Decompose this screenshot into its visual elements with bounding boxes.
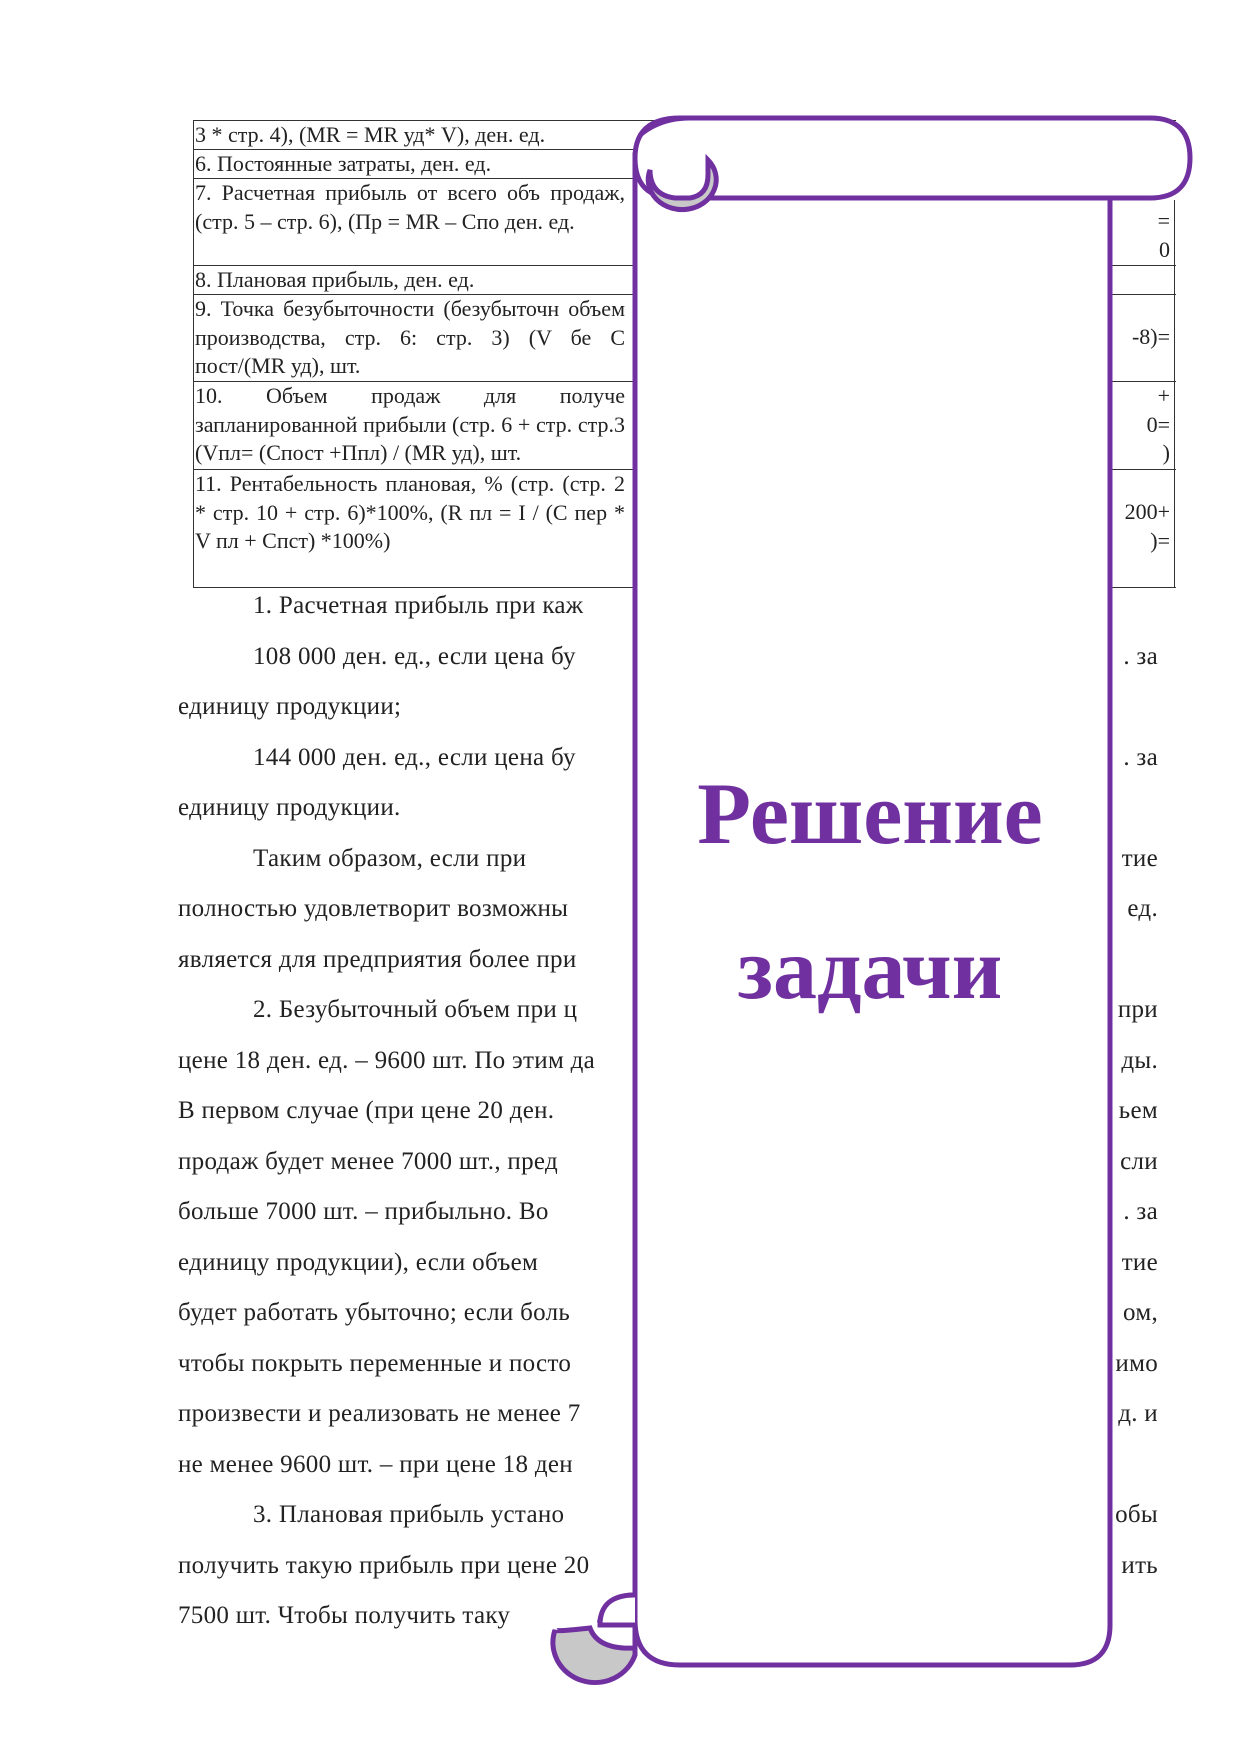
body-line-right: при bbox=[1117, 996, 1158, 1023]
table-cell-label: 9. Точка безубыточности (безубыточн объем производства, стр. 6: стр. 3) (V бе С пост/(MR уд), шт. bbox=[195, 296, 625, 378]
body-line-left: В первом случае (при цене 20 ден. bbox=[178, 1097, 555, 1124]
table-cell-label: 7. Расчетная прибыль от всего объ продаж, (стр. 5 – стр. 6), (Пр = MR – Спо ден. ед. bbox=[195, 180, 625, 234]
table-cell-label: 3 * стр. 4), (MR = MR уд* V), ден. ед. bbox=[195, 122, 546, 147]
body-line-right: д. и bbox=[1118, 1400, 1158, 1427]
body-line-right: ить bbox=[1121, 1551, 1158, 1579]
scroll-top-roll bbox=[635, 118, 1190, 198]
body-line-left: 144 000 ден. ед., если цена бу bbox=[253, 743, 576, 771]
body-line-left: продаж будет менее 7000 шт., пред bbox=[178, 1147, 558, 1175]
body-line: единицу продукции. bbox=[178, 794, 401, 821]
body-line-right: тие bbox=[1121, 844, 1158, 872]
body-line-left: 3. Плановая прибыль устано bbox=[253, 1501, 565, 1528]
body-line: 7500 шт. Чтобы получить таку bbox=[178, 1602, 511, 1629]
table-cell-label: 8. Плановая прибыль, ден. ед. bbox=[195, 267, 475, 292]
banner-title-line1: Решение bbox=[697, 766, 1043, 863]
body-line-right: тие bbox=[1121, 1248, 1158, 1276]
body-line-right: . за bbox=[1123, 743, 1158, 771]
body-line: является для предприятия более при bbox=[178, 945, 577, 973]
body-line-left: чтобы покрыть переменные и посто bbox=[178, 1349, 572, 1377]
table-cell-label: 10. Объем продаж для получе запланированной прибыли (стр. 6 + стр. стр.3 (Vпл= (Спост +Ппл) / (MR уд), шт. bbox=[195, 383, 625, 465]
body-line-left: 108 000 ден. ед., если цена бу bbox=[253, 642, 576, 670]
body-line-left: 2. Безубыточный объем при ц bbox=[253, 996, 578, 1023]
body-line-right: ьем bbox=[1118, 1097, 1158, 1124]
body-line-right: ед. bbox=[1127, 895, 1158, 922]
body-line-right: обы bbox=[1115, 1501, 1158, 1528]
body-line: 1. Расчетная прибыль при каж bbox=[253, 592, 584, 619]
body-line-right: . за bbox=[1123, 642, 1158, 670]
table-cell-label: 6. Постоянные затраты, ден. ед. bbox=[195, 151, 492, 176]
table-cell-value: 200+ )= bbox=[1124, 499, 1170, 553]
body-line-left: получить такую прибыль при цене 20 bbox=[178, 1551, 590, 1579]
body-line-right: ды. bbox=[1121, 1046, 1158, 1074]
body-line-right: . за bbox=[1123, 1198, 1158, 1225]
banner-title-line2: задачи bbox=[737, 921, 1003, 1018]
table-cell-value: + 0= ) bbox=[1146, 383, 1170, 465]
body-line-right: ом, bbox=[1123, 1299, 1158, 1326]
body-line-left: больше 7000 шт. – прибыльно. Во bbox=[178, 1198, 549, 1225]
body-line: не менее 9600 шт. – при цене 18 ден bbox=[178, 1450, 573, 1478]
body-line-left: полностью удовлетворит возможны bbox=[178, 895, 569, 922]
body-line-right: сли bbox=[1120, 1147, 1158, 1175]
body-line-left: единицу продукции), если объем bbox=[178, 1248, 539, 1276]
body-line-left: будет работать убыточно; если боль bbox=[178, 1299, 571, 1326]
body-line-right: имо bbox=[1115, 1349, 1158, 1377]
body-line-left: произвести и реализовать не менее 7 bbox=[178, 1400, 581, 1427]
body-line-left: цене 18 ден. ед. – 9600 шт. По этим да bbox=[178, 1046, 596, 1074]
table-cell-value: = 0 bbox=[1157, 208, 1170, 262]
table-cell-value: -8)= bbox=[1131, 324, 1170, 349]
body-line-left: Таким образом, если при bbox=[253, 844, 527, 872]
table-cell-label: 11. Рентабельность плановая, % (стр. (стр. 2 * стр. 10 + стр. 6)*100%, (R пл = I / (С пер * V пл + Спст) *100%) bbox=[195, 471, 625, 553]
body-line: единицу продукции; bbox=[178, 693, 402, 720]
